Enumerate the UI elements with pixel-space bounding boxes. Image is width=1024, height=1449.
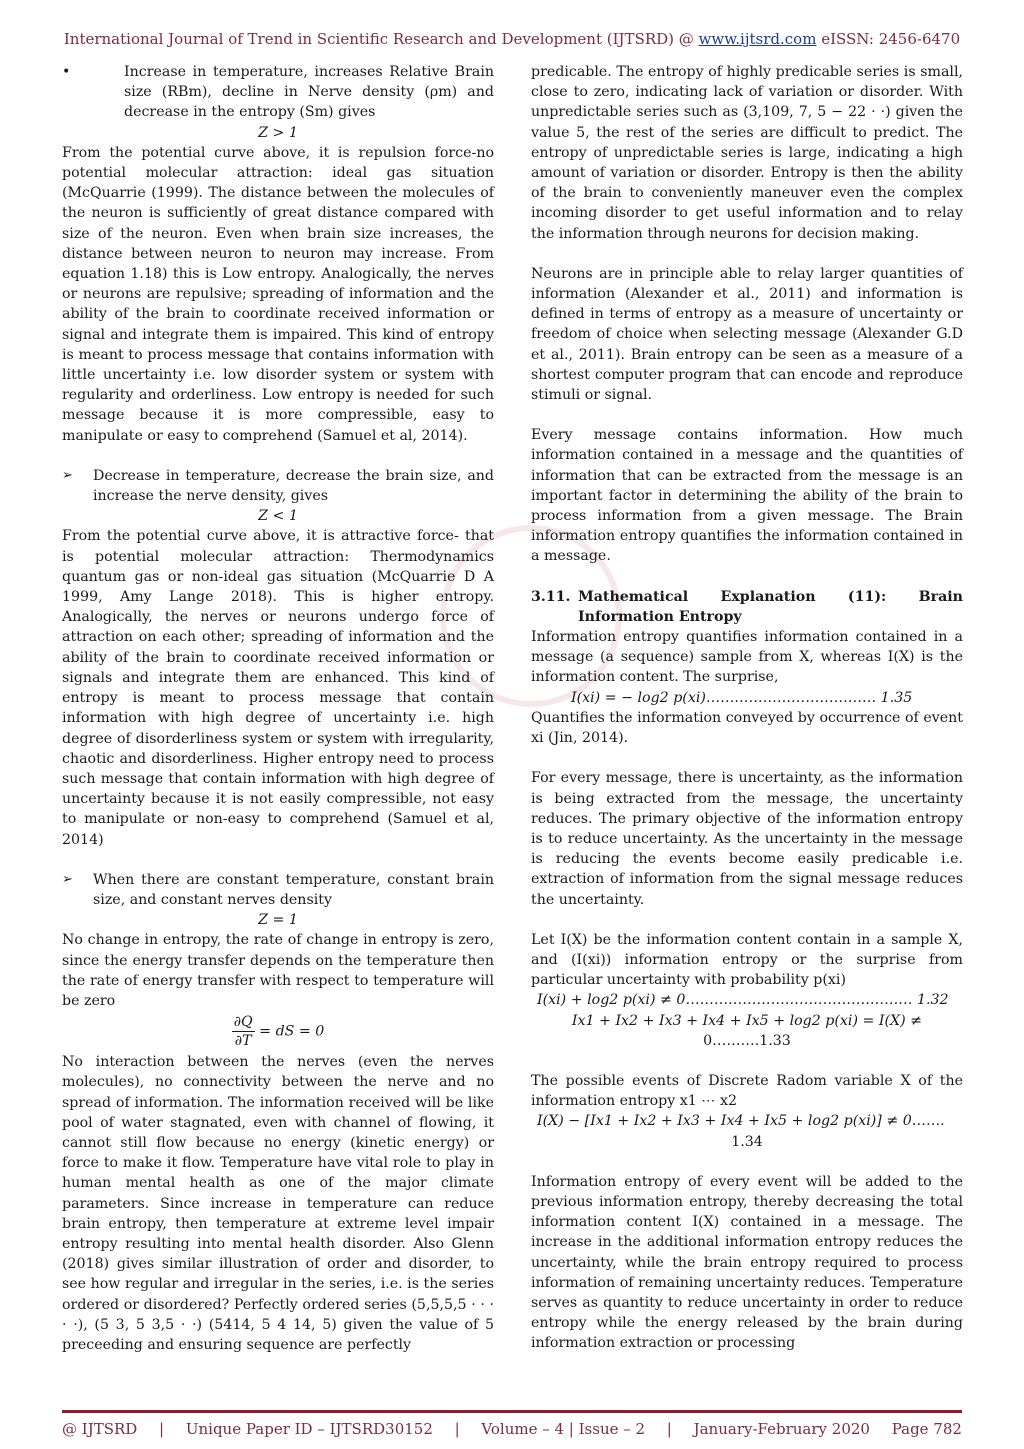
footer-separator: | <box>666 1420 672 1438</box>
footer-journal: @ IJTSRD <box>62 1420 138 1438</box>
running-header <box>0 30 1024 48</box>
section-heading <box>531 587 963 607</box>
section-title-line2: Information Entropy <box>578 608 742 625</box>
bullet-text: Decrease in temperature, decrease the brain size, and increase the nerve density, gives <box>93 467 494 505</box>
footer-paper-id: Unique Paper ID – IJTSRD30152 <box>185 1420 433 1438</box>
section-number: 3.11. <box>531 588 571 605</box>
paragraph: No interaction between the nerves (even the nerves molecules), no connectivity between the nerve and no spread of information. The information received will be like pool of water stagnated, even with channel of flowing, it cannot still flow because no energy (kinetic energy) or force to make it flow. Temperature have vital role to play in human mental health as one of the major climate parameters. Since increase in temperature can reduce brain entropy, then temperature at extreme level impair entropy resulting into mental health disorder. Also Glenn (2018) gives similar illustration of order and disorder, to see how regular and irregular in the series, i.e. is the series ordered or disordered? Perfectly ordered series (5,5,5,5 · · · · ·), (5 3, 5 3,5 · ·) (5414, 5 4 14, 5) given the value of 5 preceeding and ensuring sequence are perfectly <box>62 1054 494 1353</box>
paragraph: From the potential curve above, it is attractive force- that is potential molecular attraction: Thermodynamics quantum gas or non-ideal gas situation (McQuarrie D A 1999, Amy Lange 2018). This is higher entropy. Analogically, the nerves or neurons undergo force of attraction on each other; spreading of information and the ability of the brain to coordinate received information or signals and integrate them are enhanced. This kind of entropy is meant to process message that contain information with high degree of uncertainty i.e. high degree of disorderliness system or system with irregularity, chaotic and disorderliness. Higher entropy need to process such message that contain information with high degree of uncertainty because it is not easily compressible, not easy to manipulate or non-easy to comprehend (Samuel et al, 2014) <box>62 528 494 848</box>
equation-1-33: Ix1 + Ix2 + Ix3 + Ix4 + Ix5 + log2 p(xi) = I(X) ≠ <box>571 1012 923 1029</box>
bullet-constant-temperature <box>62 870 494 910</box>
equation-1-34: I(X) − [Ix1 + Ix2 + Ix3 + Ix4 + Ix5 + log2 p(xi)] ≠ 0……. <box>537 1113 945 1130</box>
bullet-text: Increase in temperature, increases Relative Brain size (RBm), decline in Nerve density (ρm) and decrease in the entropy (Sm) gives <box>124 64 494 121</box>
footer-separator: | <box>454 1420 460 1438</box>
paragraph: No change in entropy, the rate of change in entropy is zero, since the energy transfer depends on the temperature then the rate of energy transfer with respect to temperature will be zero <box>62 932 494 1009</box>
equation-1-35: I(xi) = − log2 p(xi)……………………………… 1.35 <box>571 689 913 706</box>
arrow-bullet-icon: ➢ <box>62 871 73 887</box>
footer-date: January-February 2020 <box>693 1420 870 1438</box>
left-column <box>62 62 494 1355</box>
fraction-denominator: ∂T <box>234 1033 252 1050</box>
equation-entropy-rate <box>62 1013 494 1050</box>
footer-volume: Volume – 4 | Issue – 2 <box>481 1420 646 1438</box>
paragraph: predicable. The entropy of highly predicable series is small, close to zero, indicating lack of variation or disorder. With unpredictable series such as (3,109, 7, 5 − 22 · ·) given the value 5, the rest of the series are difficult to predict. The entropy of unpredictable series is large, indicating a high amount of variation or disorder. Entropy is then the ability of the brain to conveniently maneuver even the complex incoming disorder to get useful information and to relay the information through neurons for decision making. <box>531 64 963 242</box>
equation-z-equal: Z = 1 <box>258 912 298 929</box>
equation-rest: = dS = 0 <box>254 1023 325 1040</box>
arrow-bullet-icon: ➢ <box>62 467 73 483</box>
bullet-text: When there are constant temperature, constant brain size, and constant nerves density <box>93 871 494 908</box>
header-issn: eISSN: 2456-6470 <box>816 30 961 48</box>
paragraph: Information entropy of every event will be added to the previous information entropy, thereby decreasing the total information content I(X) contained in a message. The increase in the additional information entropy reduces the uncertainty, while the brain entropy required to process information of remaining uncertainty reduces. Temperature serves as quantity to reduce uncertainty in order to reduce entropy while the energy released by the brain during information extraction or processing <box>531 1173 963 1352</box>
paragraph: Neurons are in principle able to relay larger quantities of information (Alexander et al., 2011) and information is defined in terms of entropy as a measure of uncertainty or freedom of choice when selecting message (Alexander G.D et al., 2011). Brain entropy can be seen as a measure of a shortest computer program that can encode and reproduce stimuli or signal. <box>531 265 963 404</box>
equation-1-32: I(xi) + log2 p(xi) ≠ 0………………………………………… 1.32 <box>537 992 949 1009</box>
bullet-increase-temperature <box>62 62 494 123</box>
equation-z-greater: Z > 1 <box>258 124 298 141</box>
running-footer <box>62 1420 962 1438</box>
footer-separator: | <box>159 1420 165 1438</box>
equation-1-33-number: 0……….1.33 <box>703 1032 791 1049</box>
paragraph: For every message, there is uncertainty, as the information is being extracted from the message, the uncertainty reduces. The primary objective of the information entropy is to reduce uncertainty. As the uncertainty in the message is reducing the events become easily predicable i.e. extraction of information from the signal message reduces the uncertainty. <box>531 770 963 908</box>
bullet-decrease-temperature <box>62 466 494 506</box>
fraction <box>232 1013 255 1050</box>
section-title-line1: Mathematical Explanation (11): Brain <box>578 588 963 605</box>
journal-website-link[interactable]: www.ijtsrd.com <box>698 30 817 48</box>
equation-z-less: Z < 1 <box>258 508 298 525</box>
paragraph: Quantifies the information conveyed by occurrence of event xi (Jin, 2014). <box>531 709 963 747</box>
footer-divider <box>62 1410 962 1413</box>
bullet-dot-icon: • <box>62 64 71 80</box>
paragraph: Let I(X) be the information content contain in a sample X, and (I(xi)) information entropy or the surprise from particular uncertainty with probability p(xi) <box>531 931 963 989</box>
fraction-numerator: ∂Q <box>233 1014 253 1031</box>
header-text: International Journal of Trend in Scientific Research and Development (IJTSRD) @ <box>63 30 699 48</box>
equation-1-34-number: 1.34 <box>731 1133 763 1150</box>
paragraph: The possible events of Discrete Radom variable X of the information entropy x1 ⋯ x2 <box>531 1072 963 1110</box>
paragraph: From the potential curve above, it is repulsion force-no potential molecular attraction: ideal gas situation (McQuarrie (1999). The distance between the molecules of the neuron is sufficiently of great distance compared with size of the neuron. Even when brain size increases, the distance between neuron to neuron may increase. From equation 1.18) this is Low entropy. Analogically, the nerves or neurons are repulsive; spreading of information and the ability of the brain to coordinate received information or signal and integrate them is impaired. This kind of entropy is meant to process message that contains information with little uncertainty i.e. low disorder system or system with regularity and orderliness. Low entropy is needed for such message because it is more compressible, easy to manipulate or easy to comprehend (Samuel et al, 2014). <box>62 144 494 444</box>
right-column <box>531 62 963 1354</box>
footer-page-number: Page 782 <box>891 1420 962 1438</box>
paragraph: Every message contains information. How much information contained in a message and the quantities of information that can be extracted from the message is an important factor in determining the ability of the brain to process information from a given message. The Brain information entropy quantifies the information contained in a message. <box>531 427 963 565</box>
paragraph: Information entropy quantifies information contained in a message (a sequence) sample from X, whereas I(X) is the information content. The surprise, <box>531 629 963 686</box>
